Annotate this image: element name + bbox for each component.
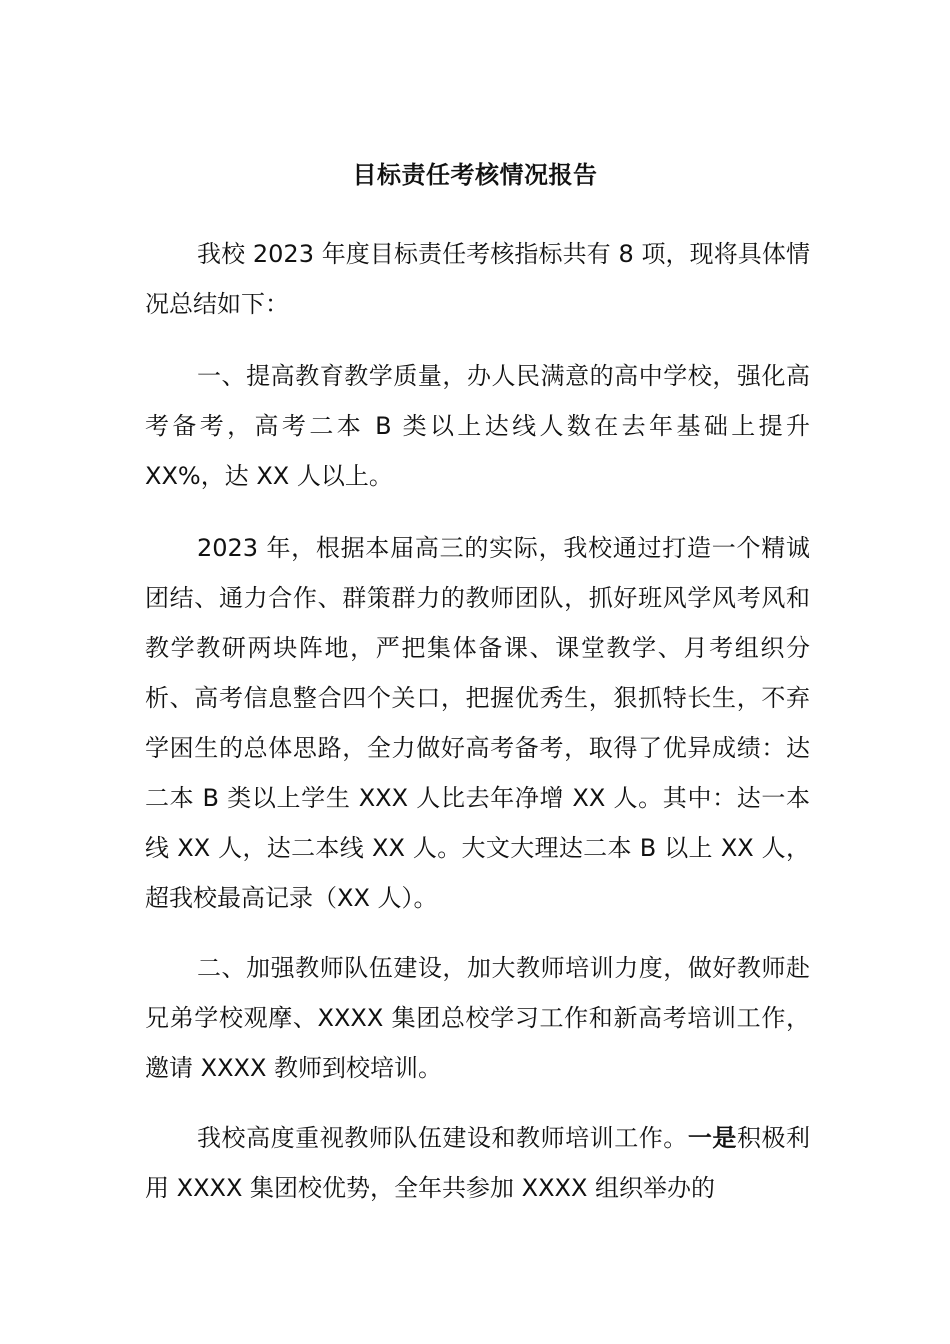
paragraph-item-one-detail: 2023 年，根据本届高三的实际，我校通过打造一个精诚团结、通力合作、群策群力的教师团队，抓好班风学风考风和教学教研两块阵地，严把集体备课、课堂教学、月考组织分析、高考信息整合四个关口，把握优秀生，狠抓特长生，不弃学困生的总体思路，全力做好高考备考，取得了优异成绩：达二本 B 类以上学生 XXX 人比去年净增 XX 人。其中：达一本线 XX 人，达二本线 XX 人。大文大理达二本 B 以上 XX 人，超我校最高记录（XX 人）。 [145, 534, 810, 912]
document-title: 目标责任考核情况报告 [352, 161, 598, 189]
paragraph-bold-marker: 一是 [687, 1124, 737, 1152]
paragraph-rest-text: 积极利用 XXXX 集团校优势，全年共参加 XXXX 组织举办的 [145, 1124, 811, 1202]
paragraph-lead-text: 我校高度重视教师队伍建设和教师培训工作。 [197, 1124, 688, 1152]
paragraph-item-two-detail [145, 1113, 810, 1213]
paragraph-intro: 我校 2023 年度目标责任考核指标共有 8 项，现将具体情况总结如下： [145, 240, 810, 318]
paragraph-item-two: 二、加强教师队伍建设，加大教师培训力度，做好教师赴兄弟学校观摩、XXXX 集团总校学习工作和新高考培训工作，邀请 XXXX 教师到校培训。 [145, 954, 810, 1082]
paragraph-item-one: 一、提高教育教学质量，办人民满意的高中学校，强化高考备考，高考二本 B 类以上达线人数在去年基础上提升 XX%，达 XX 人以上。 [145, 362, 810, 490]
